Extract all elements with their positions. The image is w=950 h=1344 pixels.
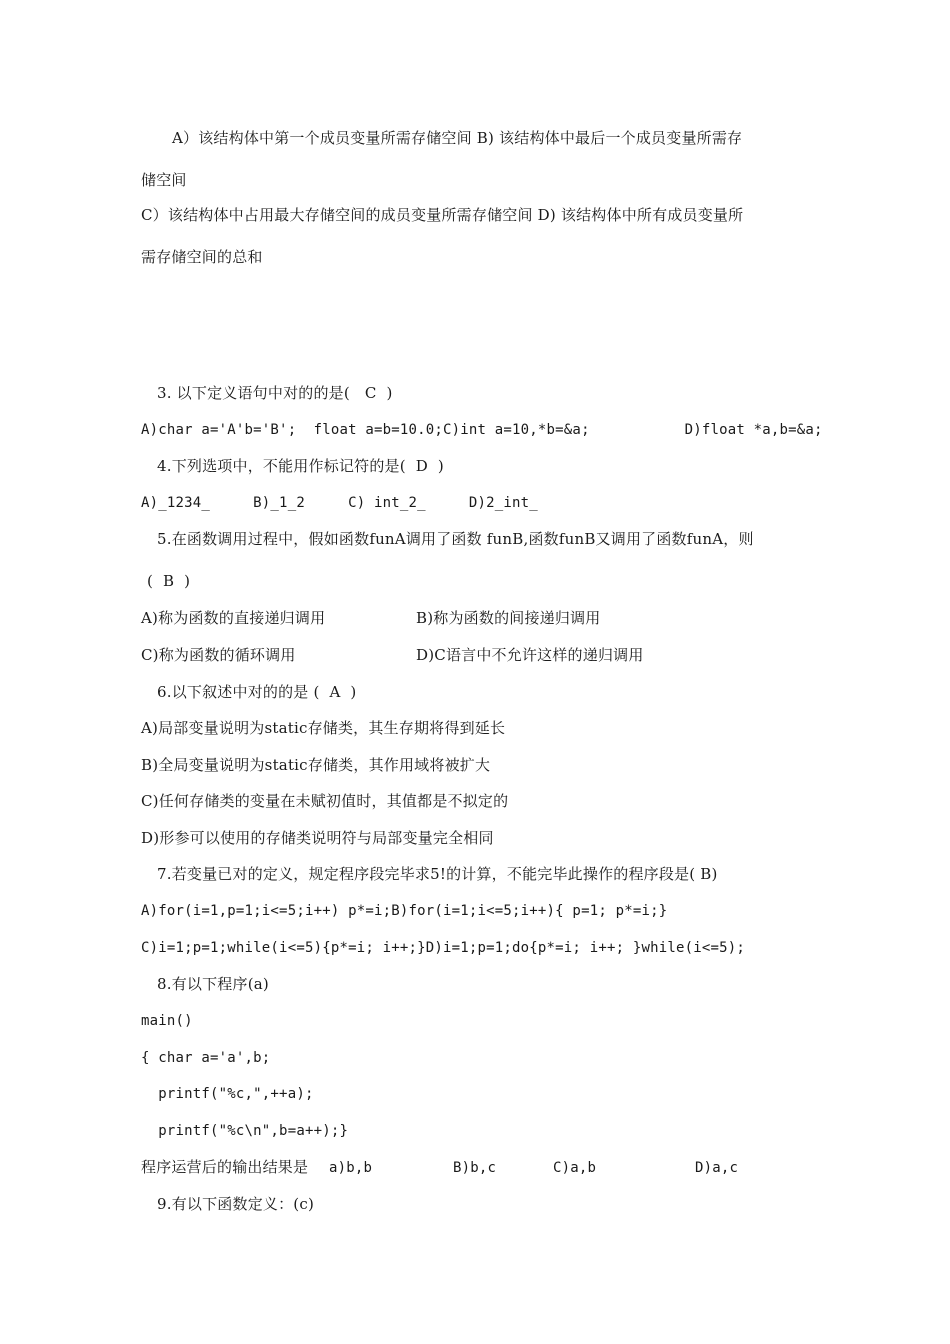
q8-stem: 8.有以下程序(a): [157, 975, 269, 993]
q4-options: A)_1234_ B)_1_2 C) int_2_ D)2_int_: [141, 495, 538, 511]
q5-option-b: B)称为函数的间接递归调用: [416, 609, 601, 627]
q8-code-line-4: printf("%c\n",b=a++);}: [141, 1123, 349, 1139]
q6-option-c: C)任何存储类的变量在未赋初值时，其值都是不拟定的: [141, 792, 509, 810]
q6-option-b: B)全局变量说明为static存储类，其作用域将被扩大: [141, 756, 491, 774]
q5-option-c: C)称为函数的循环调用: [141, 646, 296, 664]
q2-options-line-2: 储空间: [141, 171, 187, 189]
q9-stem: 9.有以下函数定义：(c): [157, 1195, 315, 1213]
q5-stem: 5.在函数调用过程中，假如函数funA调用了函数 funB,函数funB又调用了函数funA，则: [157, 530, 754, 548]
q5-option-d: D)C语言中不允许这样的递归调用: [416, 646, 644, 664]
q8-option-a: a)b,b: [329, 1160, 373, 1176]
q3-options: A)char a='A'b='B'; float a=b=10.0;C)int a=10,*b=&a; D)float *a,b=&a;: [141, 422, 823, 438]
q7-stem: 7.若变量已对的定义，规定程序段完毕求5!的计算，不能完毕此操作的程序段是( B): [157, 865, 718, 883]
q8-option-d: D)a,c: [695, 1160, 739, 1176]
q8-code-line-1: main(): [141, 1013, 193, 1029]
q6-option-a: A)局部变量说明为static存储类，其生存期将得到延长: [141, 719, 506, 737]
q8-result-prefix: 程序运营后的输出结果是: [141, 1158, 309, 1176]
q8-option-c: C)a,b: [553, 1160, 597, 1176]
q8-option-b: B)b,c: [453, 1160, 497, 1176]
q5-answer: ( B ): [147, 572, 191, 590]
q2-options-line-3: C）该结构体中占用最大存储空间的成员变量所需存储空间 D) 该结构体中所有成员变量所: [141, 206, 744, 224]
q6-stem: 6.以下叙述中对的的是 ( A ): [157, 683, 357, 701]
q4-stem: 4.下列选项中，不能用作标记符的是( D ): [157, 457, 444, 475]
q7-options-ab: A)for(i=1,p=1;i<=5;i++) p*=i;B)for(i=1;i<=5;i++){ p=1; p*=i;}: [141, 903, 668, 919]
q8-code-line-3: printf("%c,",++a);: [141, 1086, 314, 1102]
q5-option-a: A)称为函数的直接递归调用: [141, 609, 326, 627]
q7-options-cd: C)i=1;p=1;while(i<=5){p*=i; i++;}D)i=1;p=1;do{p*=i; i++; }while(i<=5);: [141, 940, 746, 956]
q2-options-line-1: A）该结构体中第一个成员变量所需存储空间 B) 该结构体中最后一个成员变量所需存: [172, 129, 743, 147]
q8-code-line-2: { char a='a',b;: [141, 1050, 271, 1066]
q6-option-d: D)形参可以使用的存储类说明符与局部变量完全相同: [141, 829, 494, 847]
q2-options-line-4: 需存储空间的总和: [141, 248, 263, 266]
q3-stem: 3. 以下定义语句中对的的是( C ): [157, 384, 393, 402]
